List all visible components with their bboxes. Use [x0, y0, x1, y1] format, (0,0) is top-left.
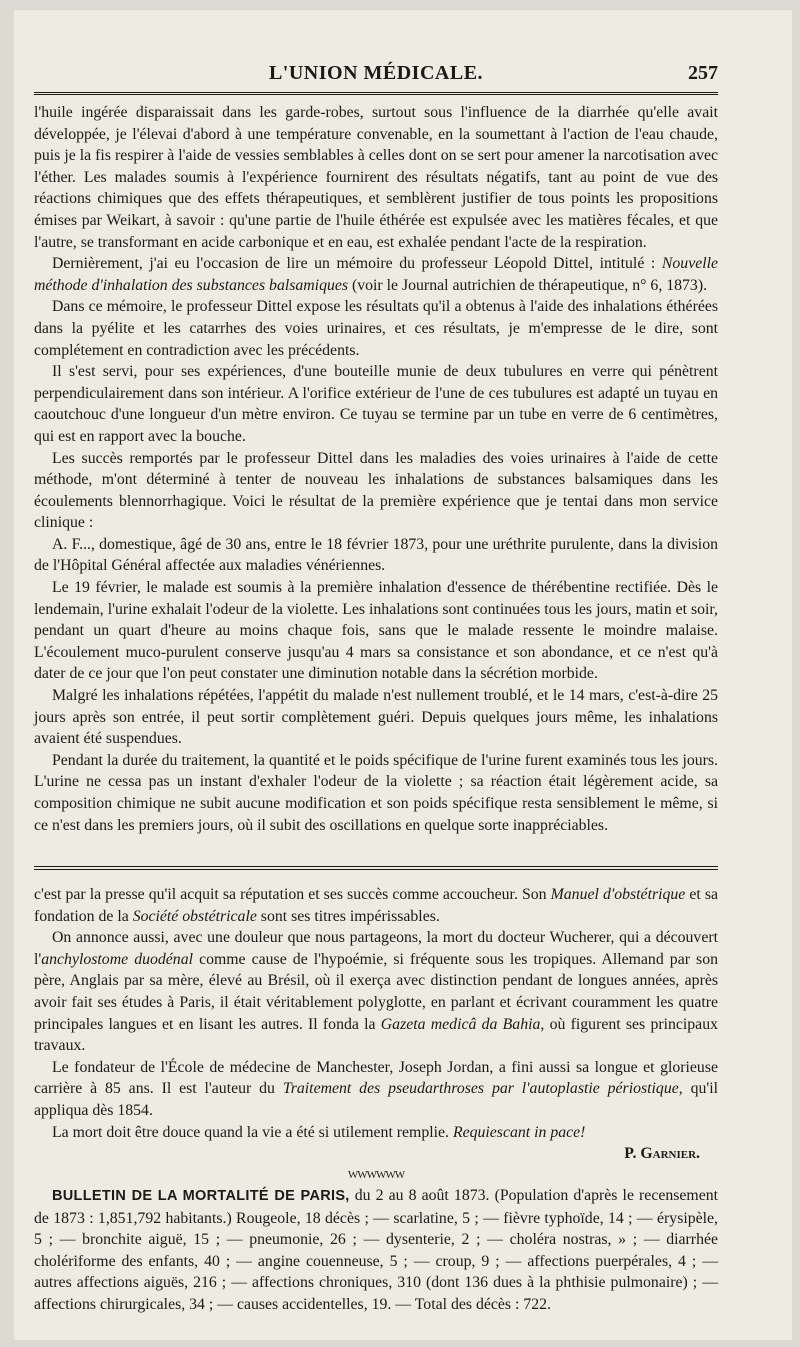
- paragraph: [34, 253, 718, 296]
- journal-page: [14, 10, 792, 1340]
- book-title: Manuel d'obstétrique: [550, 886, 686, 903]
- journal-title: Gazeta medicâ da Bahia: [380, 1015, 541, 1033]
- memoir-title: Nouvelle méthode d'inhalation des substances balsamiques: [34, 255, 719, 294]
- paragraph-text: c'est par la presse qu'il acquit sa réputation et ses succès comme accoucheur. Son: [34, 886, 551, 903]
- society-name: Société obstétricale: [132, 907, 257, 925]
- header-rule: [34, 92, 718, 95]
- article-body: [34, 102, 718, 836]
- section-rule: [34, 866, 718, 870]
- paragraph-text: La mort doit être douce quand la vie a été si utilement remplie.: [52, 1123, 453, 1141]
- paragraph: A. F..., domestique, âgé de 30 ans, entre le 18 février 1873, pour une uréthrite purulente, dans la division de l'Hôpital Général affectée aux maladies vénériennes.: [34, 535, 718, 575]
- obituary-section: [34, 884, 718, 1165]
- paragraph: [34, 1185, 718, 1316]
- latin-phrase: Requiescant in pace!: [452, 1123, 586, 1141]
- paragraph: Il s'est servi, pour ses expériences, d'une bouteille munie de deux tubulures en verre qui pénètrent perpendiculairement dans son intérieur. A l'orifice extérieur de l'une de ces tubulures est adapté un tuyau en caoutchouc d'une longueur d'un mètre environ. Ce tuyau se termine par un tube en verre de 6 centimètres, qui est en rapport avec la bouche.: [34, 363, 718, 445]
- paragraph: [34, 927, 718, 1057]
- paragraph: l'huile ingérée disparaissait dans les garde-robes, surtout sous l'influence de la diarrhée qu'elle avait développée, je l'élevai d'abord à une température convenable, en la soumettant à l'action de l'eau chaude, puis je la fis respirer à l'aide de vessies semblables à celles dont on se sert pour amener la narcotisation avec l'éther. Les malades soumis à l'expérience fournirent des résultats négatifs, tant au point de vue des réactions chimiques que des effets thérapeutiques, et semblèrent justifier de tous points les propositions émises par Weikart, à savoir : qu'une partie de l'huile éthérée est expulsée avec les matières fécales, et que l'autre, se transformant en acide carbonique et en eau, est exhalée pendant l'acte de la respiration.: [34, 104, 718, 251]
- paragraph-text: (voir le Journal autrichien de thérapeutique, n° 6, 1873).: [351, 276, 708, 294]
- bulletin-text: du 2 au 8 août 1873. (Population d'après le recensement de 1873 : 1,851,792 habitants.) Rougeole, 18 décès ; — scarlatine, 5 ; — fièvre typhoïde, 14 ; — érysipèle, 5 ; — bronchite aiguë, 15 ; — pneumonie, 26 ; — dysenterie, 2 ; — choléra nostras, » ; — diarrhée cholériforme des enfants, 40 ; — angine couenneuse, 5 ; — croup, 9 ; — affections puerpérales, 4 ; — autres affections aiguës, 216 ; — affections chroniques, 310 (dont 136 dues à la phthisie pulmonaire) ; — affections chirurgicales, 34 ; — causes accidentelles, 19. — Total des décès : 722.: [34, 1187, 718, 1313]
- signature: P. Garnier.: [624, 1145, 700, 1163]
- paragraph-text: Dernièrement, j'ai eu l'occasion de lire un mémoire du professeur Léopold Dittel, intitulé :: [52, 255, 656, 273]
- mortality-bulletin: [34, 1185, 718, 1316]
- paragraph-text: Le fondateur de l'École de médecine de Manchester, Joseph Jordan, a fini aussi sa longue et glorieuse carrière à 85 ans. Il est l'auteur du: [34, 1058, 718, 1098]
- medical-term: anchylostome duodénal: [41, 950, 193, 968]
- paragraph-text: , où figurent ses principaux travaux.: [34, 1015, 718, 1055]
- paragraph: Le 19 février, le malade est soumis à la première inhalation d'essence de thérébentine rectifiée. Dès le lendemain, l'urine exhalait l'odeur de la violette. Les inhalations sont continuées tous les jours, matin et soir, pendant un quart d'heure au moins chaque fois, sans que le malade ressente le moindre malaise. L'écoulement muco-purulent conserve jusqu'au 4 mars sa consistance et son abondance, et ce n'est qu'à dater de ce jour que l'on peut constater une diminution notable dans la sécrétion morbide.: [34, 579, 718, 683]
- paragraph-text: sont ses titres impérissables.: [256, 907, 440, 925]
- paragraph-text: On annonce aussi, avec une douleur que nous partageons, la mort du docteur Wucherer, qui a découvert l': [34, 929, 718, 968]
- paragraph-text: comme cause de l'hypoémie, si fréquente sous les tropiques. Allemand par son père, Anglais par sa mère, élevé au Brésil, où il exerça avec distinction pendant de longues années, après avoir fait ses études à Paris, il était véritablement polyglotte, en parlant et écrivant couramment les quatre principales langues et en lisant les autres. Il fonda la: [34, 950, 718, 1033]
- paragraph-text: et sa fondation de la: [34, 886, 719, 925]
- paragraph: Malgré les inhalations répétées, l'appétit du malade n'est nullement troublé, et le 14 mars, c'est-à-dire 25 jours après son entrée, il peut sortir complètement guéri. Depuis quelques jours même, les inhalations avaient été suspendues.: [34, 687, 718, 748]
- paragraph-text: , qu'il appliqua dès 1854.: [34, 1080, 718, 1119]
- paragraph: Pendant la durée du traitement, la quantité et le poids spécifique de l'urine furent examinés tous les jours. L'urine ne cessa pas un instant d'exhaler l'odeur de la violette ; sa réaction était légèrement acide, sa composition chimique ne subit aucune modification et son poids spécifique resta sensiblement le même, si ce n'est dans les premiers jours, où il subit des oscillations en quelque sorte inappréciables.: [34, 751, 718, 834]
- paragraph: Dans ce mémoire, le professeur Dittel expose les résultats qu'il a obtenus à l'aide des inhalations éthérées dans la pyélite et les catarrhes des voies urinaires, et ces résultats, je m'empresse de le dire, sont complétement en contradiction avec les précédents.: [34, 298, 718, 359]
- bulletin-title: BULLETIN DE LA MORTALITÉ DE PARIS,: [52, 1188, 350, 1204]
- paragraph: Les succès remportés par le professeur Dittel dans les maladies des voies urinaires à l'aide de cette méthode, m'ont déterminé à tenter de nouveau les inhalations de substances balsamiques dans les écoulements blennorrhagique. Voici le résultat de la première expérience que je tentai dans mon service clinique :: [34, 449, 718, 532]
- paragraph: [34, 1122, 718, 1144]
- paragraph: [34, 884, 718, 927]
- book-title: Traitement des pseudarthroses par l'autoplastie périostique: [282, 1080, 679, 1098]
- paragraph: [34, 1057, 718, 1122]
- page-header: [34, 62, 718, 92]
- running-title: L'UNION MÉDICALE.: [268, 62, 484, 84]
- page-number: 257: [688, 62, 718, 84]
- ornamental-divider: WWWWWW: [347, 1170, 405, 1180]
